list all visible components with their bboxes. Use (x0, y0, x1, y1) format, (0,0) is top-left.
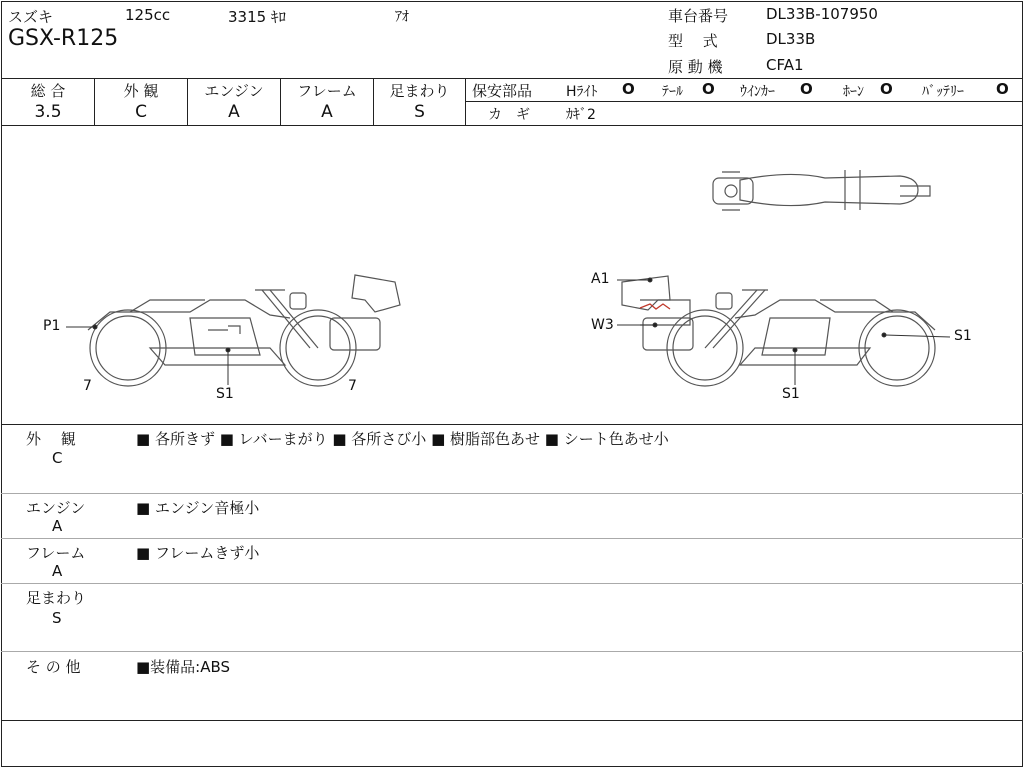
engine-label: 原 動 機 (668, 58, 723, 76)
mileage: 3315 ｷﾛ (228, 8, 286, 26)
mark-p1: P1 (43, 318, 61, 334)
key-value: ｶｷﾞ2 (566, 107, 596, 123)
divider (1, 720, 1023, 721)
safety-horn-mark: O (880, 80, 893, 98)
section-suspension-grade: S (52, 609, 62, 627)
divider (1, 424, 1023, 425)
damage-diagram (0, 126, 1024, 424)
engine-value: CFA1 (766, 56, 804, 74)
type-label: 型 式 (668, 32, 718, 50)
section-frame-label: フレーム (26, 544, 86, 562)
divider (1, 651, 1023, 652)
safety-headlight-label: Hﾗｲﾄ (566, 84, 598, 100)
key-label: カ ギ (488, 107, 530, 123)
frame-no: DL33B-107950 (766, 5, 878, 23)
mark-a1: A1 (591, 271, 610, 287)
damage-scratch-icon (640, 304, 670, 309)
mark-s1-right: S1 (954, 328, 972, 344)
mark-wheel-rear: 7 (348, 378, 357, 394)
divider (466, 101, 1023, 102)
safety-battery-label: ﾊﾞｯﾃﾘｰ (922, 84, 964, 100)
grade-frame-value: A (321, 102, 333, 122)
section-exterior-text: ■ 各所きず ■ レバーまがり ■ 各所さび小 ■ 樹脂部色あせ ■ シート色あせ小 (136, 430, 669, 448)
divider (1, 538, 1023, 539)
grade-exterior-value: C (135, 102, 147, 122)
safety-label: 保安部品 (472, 82, 533, 100)
grade-engine-label: エンジン (204, 82, 264, 100)
grade-frame-label: フレーム (297, 82, 357, 100)
model-name: GSX-R125 (8, 26, 119, 51)
section-engine-label: エンジン (26, 499, 86, 517)
section-other-text: ■装備品:ABS (136, 658, 231, 676)
bike-right-side-icon (622, 276, 935, 386)
safety-winker-label: ｳｲﾝｶｰ (740, 84, 775, 100)
section-engine-grade: A (52, 517, 63, 535)
frame-no-label: 車台番号 (668, 7, 729, 25)
mark-wheel-front: 7 (83, 378, 92, 394)
divider (1, 583, 1023, 584)
section-suspension-label: 足まわり (26, 589, 87, 607)
section-engine-text: ■ エンジン音極小 (136, 499, 260, 517)
section-exterior-label: 外 観 (26, 430, 76, 448)
divider (1, 493, 1023, 494)
grade-overall-label: 総 合 (30, 82, 66, 100)
bike-left-side-icon (88, 275, 400, 386)
section-other-label: そ の 他 (26, 658, 81, 676)
safety-headlight-mark: O (622, 80, 635, 98)
divider (1, 78, 1023, 79)
mark-s1-center: S1 (782, 386, 800, 402)
displacement: 125cc (125, 6, 171, 24)
grade-exterior-label: 外 観 (123, 82, 159, 100)
safety-winker-mark: O (800, 80, 813, 98)
mark-w3: W3 (591, 317, 614, 333)
grade-suspension-label: 足まわり (389, 82, 450, 100)
safety-horn-label: ﾎｰﾝ (843, 84, 864, 100)
grade-suspension-value: S (414, 102, 425, 122)
bike-top-view-icon (713, 170, 930, 210)
section-exterior-grade: C (52, 449, 63, 467)
section-frame-text: ■ フレームきず小 (136, 544, 260, 562)
mark-s1-left: S1 (216, 386, 234, 402)
color: ｱｵ (395, 9, 409, 25)
section-frame-grade: A (52, 562, 63, 580)
safety-battery-mark: O (996, 80, 1009, 98)
safety-tail-label: ﾃｰﾙ (662, 84, 683, 100)
grade-overall-value: 3.5 (34, 102, 62, 122)
maker: スズキ (8, 8, 54, 26)
type-value: DL33B (766, 30, 816, 48)
safety-tail-mark: O (702, 80, 715, 98)
grade-engine-value: A (228, 102, 240, 122)
